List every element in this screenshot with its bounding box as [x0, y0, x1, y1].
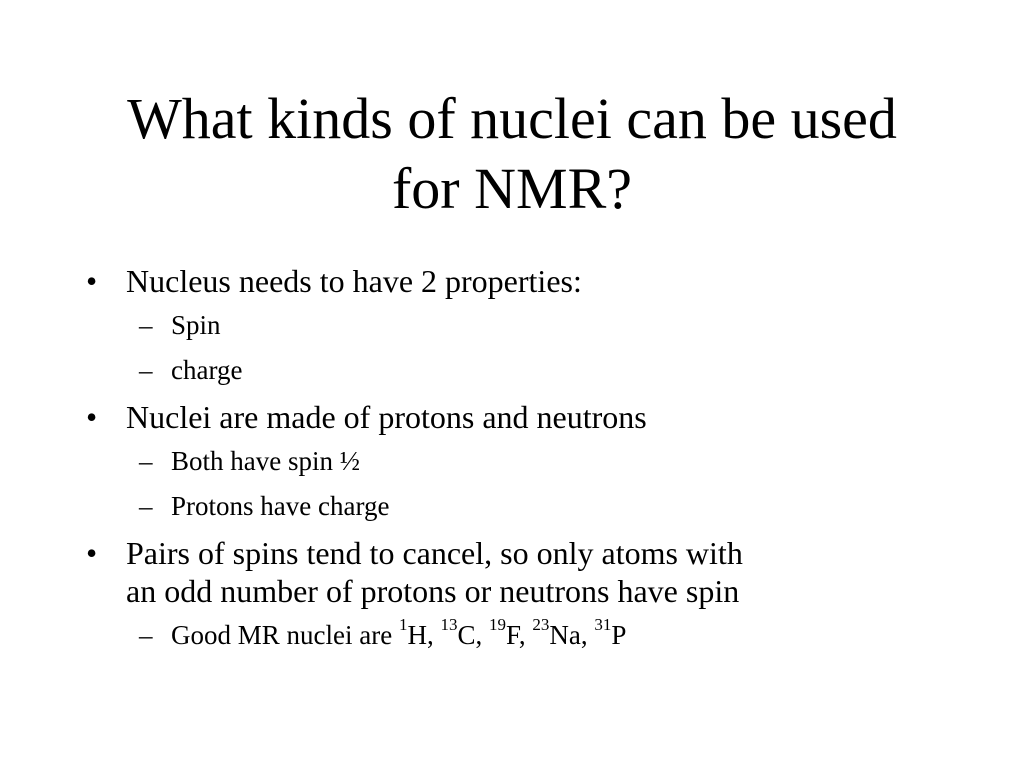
bullet-text-line-2: an odd number of protons or neutrons have spin: [126, 573, 740, 609]
bullet-text: Nucleus needs to have 2 properties:: [126, 263, 582, 299]
isotope-p31: [594, 615, 627, 650]
sub-bullet-item: [0, 444, 1024, 478]
title-line-2: for NMR?: [391, 156, 632, 221]
isotope-symbol: F: [505, 620, 519, 650]
sub-bullet-text: Spin: [171, 310, 221, 340]
dash-marker: –: [139, 491, 153, 521]
dash-marker: –: [139, 620, 153, 650]
bullet-marker: •: [86, 399, 98, 435]
isotope-separator: ,: [518, 620, 526, 650]
sub-bullet-item: [0, 308, 1024, 342]
isotope-f19: [488, 615, 526, 650]
slide-title: [60, 84, 964, 224]
dash-marker: –: [139, 310, 153, 340]
bullet-item: [0, 262, 1024, 300]
dash-marker: –: [139, 355, 153, 385]
isotope-c13: [440, 615, 483, 650]
sub-bullet-text: charge: [171, 355, 243, 385]
slide-body: [0, 262, 1024, 663]
isotope-mass: 31: [594, 615, 612, 634]
bullet-marker: •: [86, 535, 98, 571]
bullet-text: Nuclei are made of protons and neutrons: [126, 399, 647, 435]
sub-bullet-text: Good MR nuclei are: [171, 620, 393, 650]
title-line-1: What kinds of nuclei can be used: [127, 86, 897, 151]
bullet-item: [0, 398, 1024, 436]
sub-bullet-item: [0, 353, 1024, 387]
isotope-h1: [398, 615, 434, 650]
dash-marker: –: [139, 446, 153, 476]
isotope-na23: [532, 615, 588, 650]
isotope-separator: ,: [475, 620, 483, 650]
sub-bullet-text: Both have spin ½: [171, 446, 360, 476]
isotope-symbol: H: [407, 620, 427, 650]
isotope-mass: 1: [398, 615, 408, 634]
isotope-symbol: P: [611, 620, 627, 650]
sub-bullet-item: [0, 489, 1024, 523]
isotope-mass: 19: [488, 615, 506, 634]
isotope-symbol: Na: [549, 620, 581, 650]
bullet-marker: •: [86, 263, 98, 299]
isotope-mass: 13: [440, 615, 458, 634]
isotope-mass: 23: [532, 615, 550, 634]
bullet-text-line-1: Pairs of spins tend to cancel, so only atoms with: [126, 535, 743, 571]
sub-bullet-text: Protons have charge: [171, 491, 390, 521]
isotope-symbol: C: [457, 620, 476, 650]
bullet-item: [0, 534, 1024, 610]
isotope-separator: ,: [580, 620, 588, 650]
sub-bullet-item: [0, 615, 1024, 652]
isotope-separator: ,: [426, 620, 434, 650]
